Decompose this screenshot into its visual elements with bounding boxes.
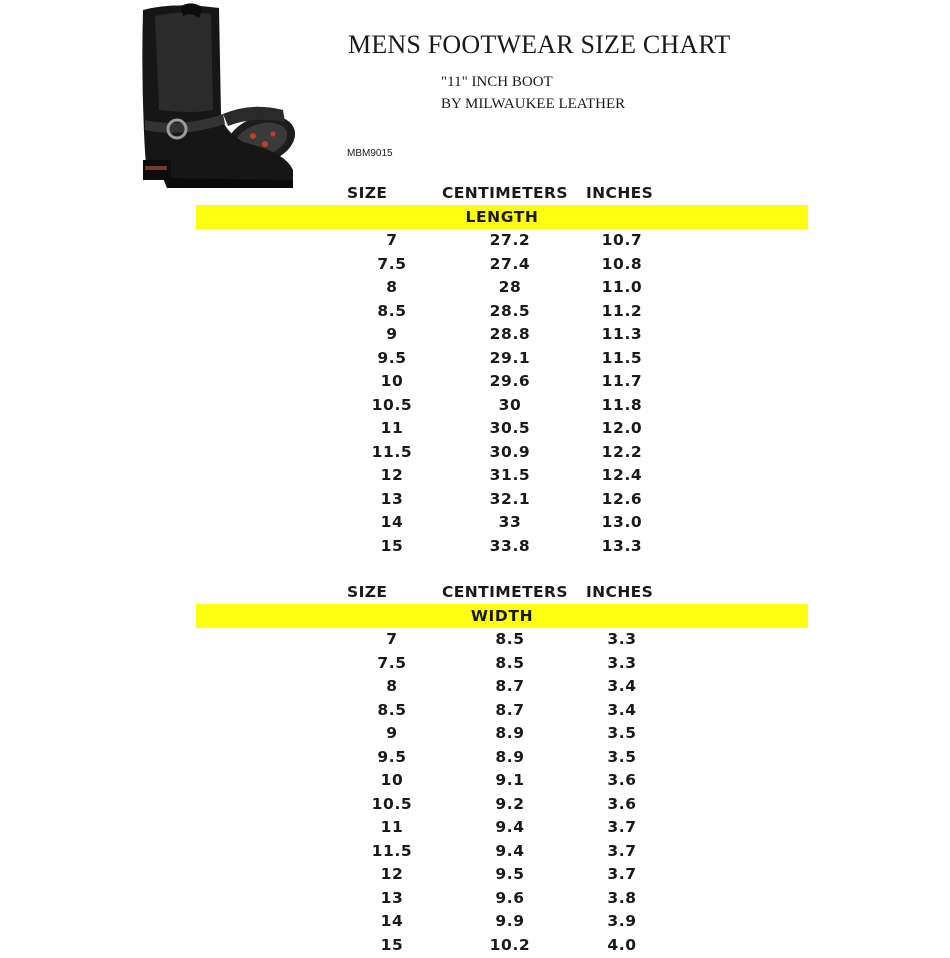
- width-rows: [0, 629, 950, 958]
- cell-centimeters: 9.5: [470, 865, 550, 883]
- cell-size: 9.5: [352, 748, 432, 766]
- subtitle-brand: BY MILWAUKEE LEATHER: [441, 96, 761, 113]
- table-row: [0, 489, 950, 513]
- cell-inches: 10.7: [582, 231, 662, 249]
- column-header-size: SIZE: [347, 583, 387, 601]
- cell-size: 7.5: [352, 255, 432, 273]
- cell-size: 9: [352, 325, 432, 343]
- cell-inches: 3.8: [582, 889, 662, 907]
- cell-inches: 3.5: [582, 724, 662, 742]
- cell-size: 8: [352, 278, 432, 296]
- cell-inches: 3.7: [582, 842, 662, 860]
- column-header-centimeters: CENTIMETERS: [442, 583, 568, 601]
- table-row: [0, 536, 950, 560]
- table-row: [0, 629, 950, 653]
- cell-inches: 3.3: [582, 654, 662, 672]
- cell-size: 11: [352, 419, 432, 437]
- cell-size: 10: [352, 771, 432, 789]
- table-row: [0, 230, 950, 254]
- boot-image: [133, 2, 308, 194]
- cell-size: 15: [352, 537, 432, 555]
- table-row: [0, 653, 950, 677]
- length-rows: [0, 230, 950, 559]
- cell-inches: 12.2: [582, 443, 662, 461]
- cell-centimeters: 32.1: [470, 490, 550, 508]
- cell-inches: 3.9: [582, 912, 662, 930]
- table-row: [0, 418, 950, 442]
- cell-centimeters: 30.9: [470, 443, 550, 461]
- column-header-inches: INCHES: [586, 184, 653, 202]
- width-column-headers: [0, 583, 950, 603]
- cell-size: 11: [352, 818, 432, 836]
- table-row: [0, 277, 950, 301]
- width-section-label: WIDTH: [196, 607, 808, 625]
- table-row: [0, 348, 950, 372]
- cell-centimeters: 9.9: [470, 912, 550, 930]
- cell-size: 10: [352, 372, 432, 390]
- table-row: [0, 324, 950, 348]
- cell-centimeters: 28: [470, 278, 550, 296]
- cell-centimeters: 28.5: [470, 302, 550, 320]
- cell-centimeters: 8.5: [470, 630, 550, 648]
- cell-size: 8.5: [352, 701, 432, 719]
- table-row: [0, 465, 950, 489]
- length-column-headers: [0, 184, 950, 204]
- cell-inches: 13.3: [582, 537, 662, 555]
- table-row: [0, 770, 950, 794]
- table-row: [0, 676, 950, 700]
- column-header-centimeters: CENTIMETERS: [442, 184, 568, 202]
- length-section-band: [196, 205, 808, 229]
- cell-size: 12: [352, 466, 432, 484]
- column-header-inches: INCHES: [586, 583, 653, 601]
- cell-centimeters: 30: [470, 396, 550, 414]
- table-row: [0, 723, 950, 747]
- cell-centimeters: 8.7: [470, 701, 550, 719]
- cell-size: 13: [352, 490, 432, 508]
- table-row: [0, 442, 950, 466]
- cell-centimeters: 8.9: [470, 748, 550, 766]
- cell-inches: 3.7: [582, 865, 662, 883]
- length-section-label: LENGTH: [196, 208, 808, 226]
- cell-inches: 11.2: [582, 302, 662, 320]
- cell-centimeters: 29.6: [470, 372, 550, 390]
- sku-code: MBM9015: [347, 148, 393, 159]
- table-row: [0, 935, 950, 958]
- cell-centimeters: 9.4: [470, 818, 550, 836]
- cell-inches: 11.5: [582, 349, 662, 367]
- cell-size: 10.5: [352, 396, 432, 414]
- cell-size: 11.5: [352, 443, 432, 461]
- cell-inches: 3.6: [582, 795, 662, 813]
- cell-centimeters: 28.8: [470, 325, 550, 343]
- table-row: [0, 371, 950, 395]
- cell-inches: 13.0: [582, 513, 662, 531]
- subtitle-boot-height: "11" INCH BOOT: [441, 74, 761, 91]
- cell-centimeters: 33.8: [470, 537, 550, 555]
- cell-size: 7: [352, 231, 432, 249]
- cell-centimeters: 9.2: [470, 795, 550, 813]
- cell-size: 10.5: [352, 795, 432, 813]
- table-row: [0, 395, 950, 419]
- cell-centimeters: 9.1: [470, 771, 550, 789]
- cell-inches: 3.7: [582, 818, 662, 836]
- cell-centimeters: 9.4: [470, 842, 550, 860]
- cell-centimeters: 8.7: [470, 677, 550, 695]
- cell-inches: 11.7: [582, 372, 662, 390]
- cell-inches: 4.0: [582, 936, 662, 954]
- cell-size: 9.5: [352, 349, 432, 367]
- cell-centimeters: 9.6: [470, 889, 550, 907]
- column-header-size: SIZE: [347, 184, 387, 202]
- cell-centimeters: 27.2: [470, 231, 550, 249]
- cell-inches: 3.5: [582, 748, 662, 766]
- cell-inches: 11.8: [582, 396, 662, 414]
- cell-inches: 11.3: [582, 325, 662, 343]
- table-row: [0, 794, 950, 818]
- cell-size: 12: [352, 865, 432, 883]
- cell-size: 7.5: [352, 654, 432, 672]
- cell-size: 14: [352, 912, 432, 930]
- cell-size: 11.5: [352, 842, 432, 860]
- cell-centimeters: 27.4: [470, 255, 550, 273]
- width-section-band: [196, 604, 808, 628]
- cell-size: 8: [352, 677, 432, 695]
- cell-size: 13: [352, 889, 432, 907]
- table-row: [0, 911, 950, 935]
- cell-inches: 3.3: [582, 630, 662, 648]
- cell-inches: 11.0: [582, 278, 662, 296]
- table-row: [0, 700, 950, 724]
- cell-size: 8.5: [352, 302, 432, 320]
- cell-inches: 3.4: [582, 701, 662, 719]
- cell-centimeters: 30.5: [470, 419, 550, 437]
- table-row: [0, 817, 950, 841]
- page-title: MENS FOOTWEAR SIZE CHART: [348, 30, 788, 60]
- table-row: [0, 301, 950, 325]
- table-row: [0, 747, 950, 771]
- table-row: [0, 888, 950, 912]
- cell-size: 7: [352, 630, 432, 648]
- cell-inches: 12.0: [582, 419, 662, 437]
- cell-centimeters: 33: [470, 513, 550, 531]
- cell-centimeters: 8.5: [470, 654, 550, 672]
- cell-inches: 3.6: [582, 771, 662, 789]
- cell-centimeters: 31.5: [470, 466, 550, 484]
- cell-size: 14: [352, 513, 432, 531]
- table-row: [0, 254, 950, 278]
- cell-inches: 12.4: [582, 466, 662, 484]
- cell-centimeters: 10.2: [470, 936, 550, 954]
- cell-inches: 10.8: [582, 255, 662, 273]
- cell-size: 15: [352, 936, 432, 954]
- table-row: [0, 512, 950, 536]
- cell-inches: 3.4: [582, 677, 662, 695]
- cell-size: 9: [352, 724, 432, 742]
- table-row: [0, 841, 950, 865]
- cell-centimeters: 29.1: [470, 349, 550, 367]
- cell-centimeters: 8.9: [470, 724, 550, 742]
- table-row: [0, 864, 950, 888]
- cell-inches: 12.6: [582, 490, 662, 508]
